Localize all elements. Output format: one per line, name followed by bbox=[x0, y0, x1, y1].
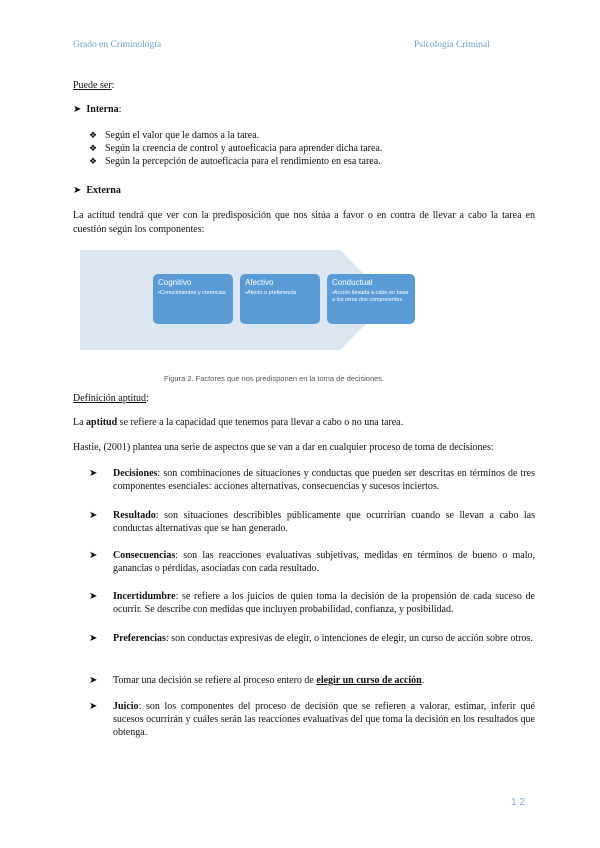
def-aptitud-heading: Definición aptitud: bbox=[73, 393, 149, 404]
header-right: Psicología Criminal bbox=[414, 40, 490, 50]
arrow-bullet-icon: ➤ bbox=[89, 633, 98, 644]
externa-heading bbox=[73, 185, 121, 196]
header-left: Grado en Criminología bbox=[73, 40, 162, 50]
list-item-tomar-decision: ➤ Tomar una decisión se refiere al proceso entero de elegir un curso de acción. bbox=[89, 675, 425, 686]
diamond-bullet-icon: ❖ bbox=[89, 143, 98, 153]
diagram-box-afectivo: Afectivo •Afecto o preferencia bbox=[240, 274, 320, 324]
puede-ser-label: Puede ser bbox=[73, 80, 112, 91]
list-item: ❖ Según el valor que le damos a la tarea. bbox=[89, 130, 260, 141]
interna-heading: ➤ Interna: bbox=[73, 104, 122, 115]
list-item-resultado: ➤ Resultado: son situaciones describibles públicamente que ocurrirían cuando se llevan a cabo las conductas alternativas que se han generado. bbox=[89, 510, 535, 534]
arrow-bullet-icon: ➤ bbox=[89, 510, 98, 521]
diagram-box-conductual: Conductual •Acción llevada a cabo en base a los otros dos componentes bbox=[327, 274, 415, 324]
arrow-bullet-icon: ➤ bbox=[89, 591, 98, 602]
arrow-bullet-icon: ➤ bbox=[73, 185, 82, 196]
page-number: 1 2 bbox=[511, 797, 525, 808]
diagram-box-cognitivo: Cognitivo •Conocimientos y creencias bbox=[153, 274, 233, 324]
list-item-incertidumbre: ➤ Incertidumbre: se refiere a los juicios de quien toma la decisión de la propensión de cada suceso de ocurrir. Se describe con medidas que incluyen probabilidad, confianza, y posibilidad. bbox=[89, 591, 535, 615]
list-item: ❖ Según la creencia de control y autoeficacia para aprender dicha tarea. bbox=[89, 143, 383, 154]
externa-label: Externa bbox=[86, 185, 121, 196]
arrow-bullet-icon: ➤ bbox=[89, 550, 98, 561]
diamond-bullet-icon: ❖ bbox=[89, 130, 98, 140]
figure-caption: Figura 2. Factores que nos predisponen en la toma de decisiones. bbox=[164, 374, 385, 383]
list-item-consecuencias: ➤ Consecuencias: son las reacciones evaluativas subjetivas, medidas en términos de bueno o malo, ganancias o pérdidas, asociadas con cada resultado. bbox=[89, 550, 535, 574]
puede-ser-heading: Puede ser: bbox=[73, 80, 115, 91]
arrow-bullet-icon: ➤ bbox=[89, 675, 98, 686]
list-item-juicio: ➤ Juicio: son los componentes del proceso de decisión que se refieren a valorar, estimar, inferir qué sucesos ocurrirán y cuáles serán las reacciones evaluativas del que toma la decisión en los resultados que obtenga. bbox=[89, 701, 535, 738]
components-diagram bbox=[80, 250, 409, 350]
interna-list bbox=[89, 130, 382, 169]
aptitud-paragraph: La aptitud se refiere a la capacidad que tenemos para llevar a cabo o no una tarea. bbox=[73, 417, 404, 428]
arrow-bullet-icon: ➤ bbox=[89, 468, 98, 479]
list-item-preferencias: ➤ Preferencias: son conductas expresivas de elegir, o intenciones de elegir, un curso de acción sobre otros. bbox=[89, 633, 533, 644]
interna-label: Interna bbox=[86, 104, 119, 115]
list-item: ❖ Según la percepción de autoeficacia para el rendimiento en esa tarea. bbox=[89, 156, 381, 167]
hastie-paragraph: Hastie, (2001) plantea una serie de aspectos que se van a dar en cualquier proceso de toma de decisiones: bbox=[73, 442, 494, 453]
arrow-bullet-icon: ➤ bbox=[73, 104, 82, 115]
actitud-paragraph: La actitud tendrá que ver con la predisposición que nos sitúa a favor o en contra de llevar a cabo la tarea en cuestión según los componentes: bbox=[73, 210, 535, 235]
diamond-bullet-icon: ❖ bbox=[89, 156, 98, 166]
arrow-bullet-icon: ➤ bbox=[89, 701, 98, 712]
list-item-decisiones: ➤ Decisiones: son combinaciones de situaciones y conductas que pueden ser descritas en términos de tres componentes esenciales: acciones alternativas, consecuencias y sucesos inciertos. bbox=[89, 468, 535, 492]
